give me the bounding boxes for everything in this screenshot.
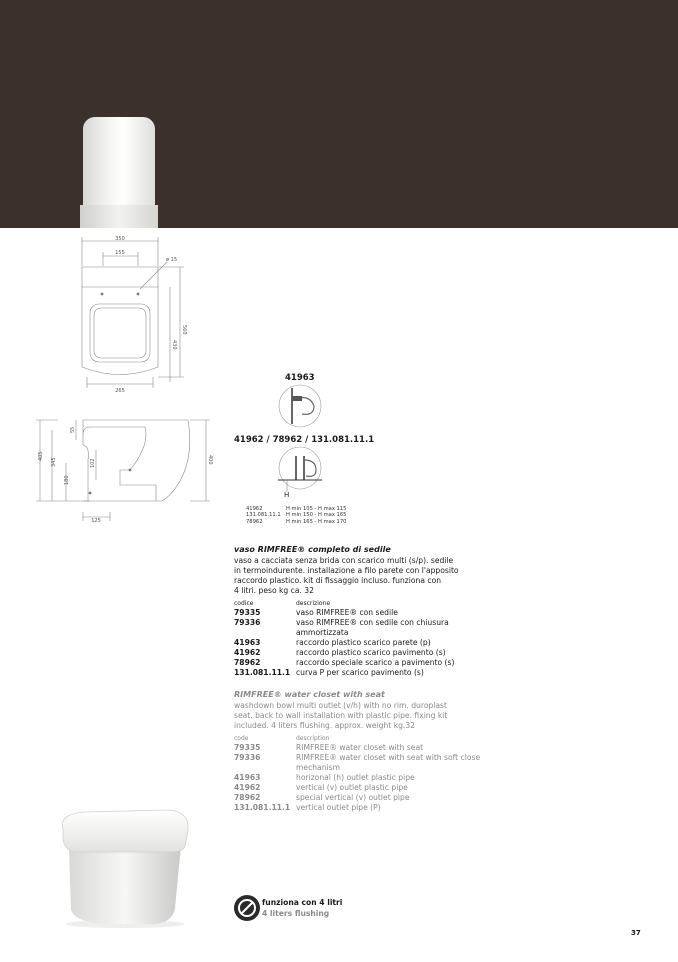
badge-italian: funziona con 4 litri <box>262 898 343 907</box>
table-row: 131.081.11.1 curva P per scarico pavimento (s) <box>234 668 424 677</box>
table-row: 79335 RIMFREE® water closet with seat <box>234 743 424 752</box>
h-range-table <box>246 506 346 525</box>
italian-table: codice descrizione 79335 vaso RIMFREE® con sedile 79336 vaso RIMFREE® con sedile con chiusura ammortizzata 41963 raccordo plastico scarico parete (p) 41962 raccordo plastico scarico pavimento (s) 78962 raccordo speciale scarico a pavimento (s) 131.081.11.1 curva P per scarico pavimento (s) <box>234 600 481 678</box>
hero-photo-band <box>0 0 678 228</box>
dim-base-offset: 125 <box>91 518 101 524</box>
english-title: RIMFREE® water closet with seat <box>234 690 385 699</box>
dim-hole-diameter: ø 15 <box>166 257 178 263</box>
dim-width-total: 350 <box>115 236 125 242</box>
dim-depth-inner: 430 <box>171 340 177 350</box>
english-table: code description 79335 RIMFREE® water closet with seat 79336 RIMFREE® water closet with seat with soft close mechanism 41963 horizonal (h) outlet plastic pipe 41962 vertical (v) outlet plastic pipe 78962 special vertical (v) outlet pipe 131.081.11.1 vertical outlet pipe (P) <box>234 735 481 812</box>
table-row: 131.081.11.1 vertical outlet pipe (P) <box>234 803 381 812</box>
page-number: 37 <box>631 929 641 937</box>
dim-width-inner: 155 <box>115 250 125 256</box>
table-row: 41963 raccordo plastico scarico parete (p) <box>234 638 431 647</box>
wall-outlet-diagram <box>274 384 328 428</box>
italian-title: vaso RIMFREE® completo di sedile <box>234 545 391 554</box>
english-description: washdown bowl multi outlet (v/h) with no rim. duroplast seat. back to wall installation with plastic pipe. fixing kit included. 4 liters flushing. approx. weight kg.32 <box>234 701 448 730</box>
table-row: 79336 RIMFREE® water closet with seat with soft close mechanism <box>234 753 481 772</box>
dim-depth-total: 560 <box>181 325 187 335</box>
dim-h3: 180 <box>64 475 70 485</box>
table-row: 41962 raccordo plastico scarico pavimento (s) <box>234 648 446 657</box>
h-label: H <box>284 491 290 499</box>
dim-h5: 55 <box>70 426 76 433</box>
table-row: 78962 raccordo speciale scarico a pavimento (s) <box>234 658 455 667</box>
four-liters-badge-icon <box>234 895 260 921</box>
connector-code-41963: 41963 <box>285 373 315 383</box>
table-row: 78962 special vertical (v) outlet pipe <box>234 793 410 802</box>
badge-english: 4 liters flushing <box>262 909 330 918</box>
table-row: 79336 vaso RIMFREE® con sedile con chiusura ammortizzata <box>234 618 449 637</box>
table-row: 79335 vaso RIMFREE® con sedile <box>234 608 398 617</box>
italian-description: vaso a cacciata senza brida con scarico multi (s/p). sedile in termoindurente. installazione a filo parete con l'apposito raccordo plastico. kit di fissaggio incluso. funziona con 4 litri. peso kg ca. 32 <box>234 556 459 595</box>
h-range-row: 41962 H min 105 - H max 115 <box>246 506 347 512</box>
connector-codes-floor: 41962 / 78962 / 131.081.11.1 <box>234 435 375 445</box>
dim-height: 400 <box>207 455 213 465</box>
h-range-row: 131.081.11.1 H min 150 - H max 165 <box>246 512 347 519</box>
floor-outlet-diagram <box>274 446 328 502</box>
table-row: 41963 horizonal (h) outlet plastic pipe <box>234 773 415 782</box>
toilet-product-photo <box>45 800 205 930</box>
dim-h4: 102 <box>90 458 96 468</box>
table-row: 41962 vertical (v) outlet plastic pipe <box>234 783 408 792</box>
cistern-base-photo <box>80 205 158 228</box>
h-range-row: 78962 H min 165 - H max 170 <box>246 518 347 525</box>
dim-h1: 405 <box>38 451 44 461</box>
dim-h2: 345 <box>51 457 57 467</box>
top-view-drawing <box>40 232 200 392</box>
dim-bottom-width: 265 <box>115 388 125 394</box>
side-view-drawing <box>30 415 220 525</box>
